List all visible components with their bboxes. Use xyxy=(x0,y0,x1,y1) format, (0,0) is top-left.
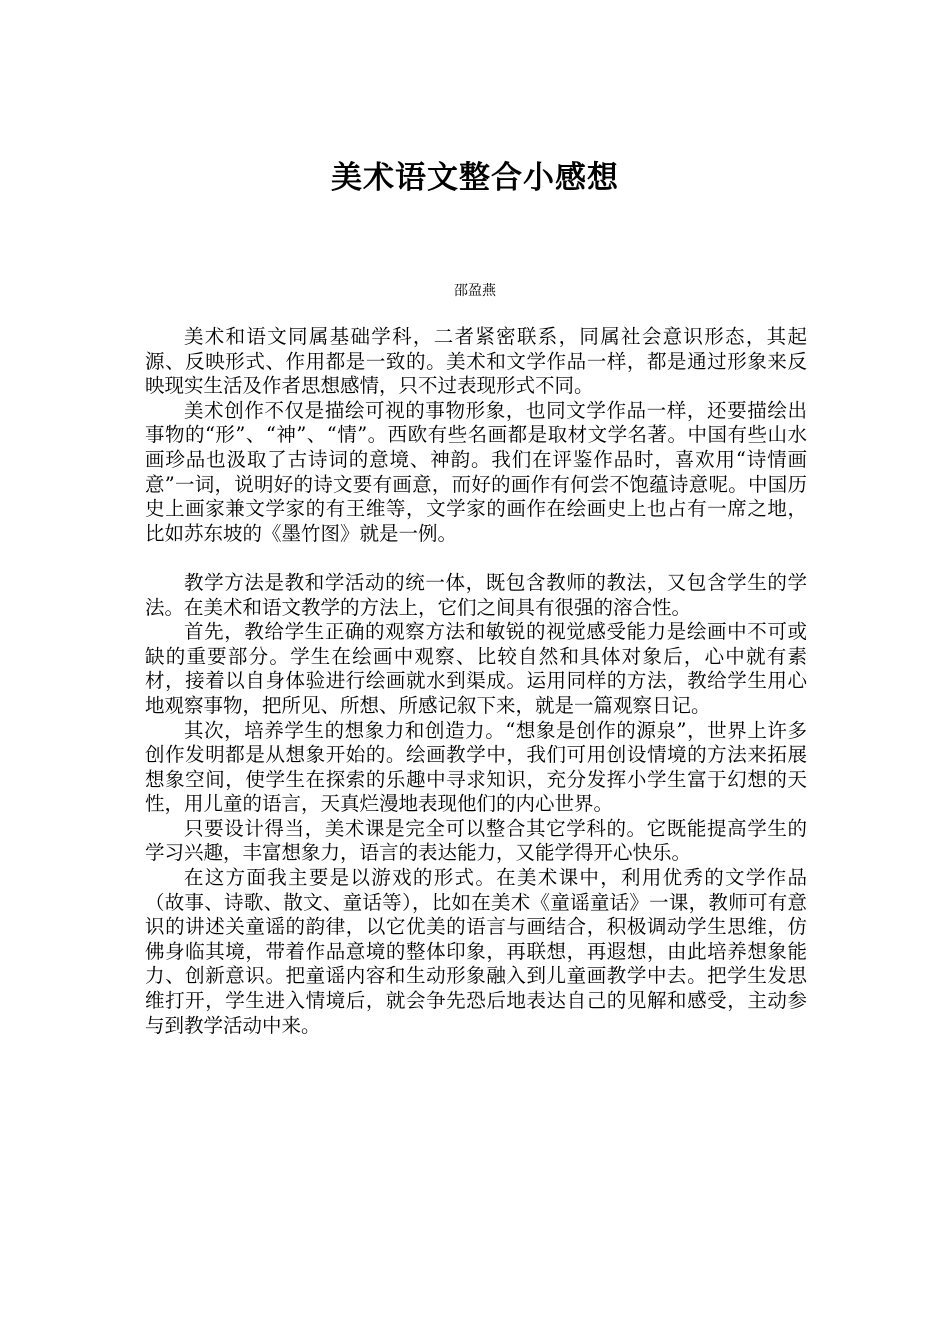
paragraph: 其次，培养学生的想象力和创造力。“想象是创作的源泉”，世界上许多创作发明都是从想象开始的。绘画教学中，我们可用创设情境的方法来拓展想象空间，使学生在探索的乐趣中寻求知识，充分发挥小学生富于幻想的天性，用儿童的语言，天真烂漫地表现他们的内心世界。 xyxy=(145,718,807,816)
paragraph: 美术和语文同属基础学科，二者紧密联系，同属社会意识形态，其起源、反映形式、作用都是一致的。美术和文学作品一样，都是通过形象来反映现实生活及作者思想感情，只不过表现形式不同。 xyxy=(145,325,807,398)
paragraph: 教学方法是教和学活动的统一体，既包含教师的教法，又包含学生的学法。在美术和语文教学的方法上，它们之间具有很强的溶合性。 xyxy=(145,570,807,619)
paragraph: 只要设计得当，美术课是完全可以整合其它学科的。它既能提高学生的学习兴趣，丰富想象力，语言的表达能力，又能学得开心快乐。 xyxy=(145,816,807,865)
paragraph: 美术创作不仅是描绘可视的事物形象，也同文学作品一样，还要描绘出事物的“形”、“神”、“情”。西欧有些名画都是取材文学名著。中国有些山水画珍品也汲取了古诗词的意境、神韵。我们在评鉴作品时，喜欢用“诗情画意”一词，说明好的诗文要有画意，而好的画作有何尝不饱蕴诗意呢。中国历史上画家兼文学家的有王维等，文学家的画作在绘画史上也占有一席之地，比如苏东坡的《墨竹图》就是一例。 xyxy=(145,398,807,545)
paragraph: 首先，教给学生正确的观察方法和敏锐的视觉感受能力是绘画中不可或缺的重要部分。学生在绘画中观察、比较自然和具体对象后，心中就有素材，接着以自身体验进行绘画就水到渠成。运用同样的方法，教给学生用心地观察事物，把所见、所想、所感记叙下来，就是一篇观察日记。 xyxy=(145,620,807,717)
paragraph-gap xyxy=(145,546,807,571)
paragraph: 在这方面我主要是以游戏的形式。在美术课中，利用优秀的文学作品（故事、诗歌、散文、童话等），比如在美术《童谣童话》一课，教师可有意识的讲述关童谣的韵律，以它优美的语言与画结合，积极调动学生思维，仿佛身临其境，带着作品意境的整体印象，再联想，再遐想，由此培养想象能力、创新意识。把童谣内容和生动形象融入到儿童画教学中去。把学生发思维打开，学生进入情境后，就会争先恐后地表达自己的见解和感受，主动参与到教学活动中来。 xyxy=(145,866,807,1037)
document-body xyxy=(145,325,807,1038)
document-author: 邵盈燕 xyxy=(454,283,496,299)
document-title: 美术语文整合小感想 xyxy=(331,160,619,196)
